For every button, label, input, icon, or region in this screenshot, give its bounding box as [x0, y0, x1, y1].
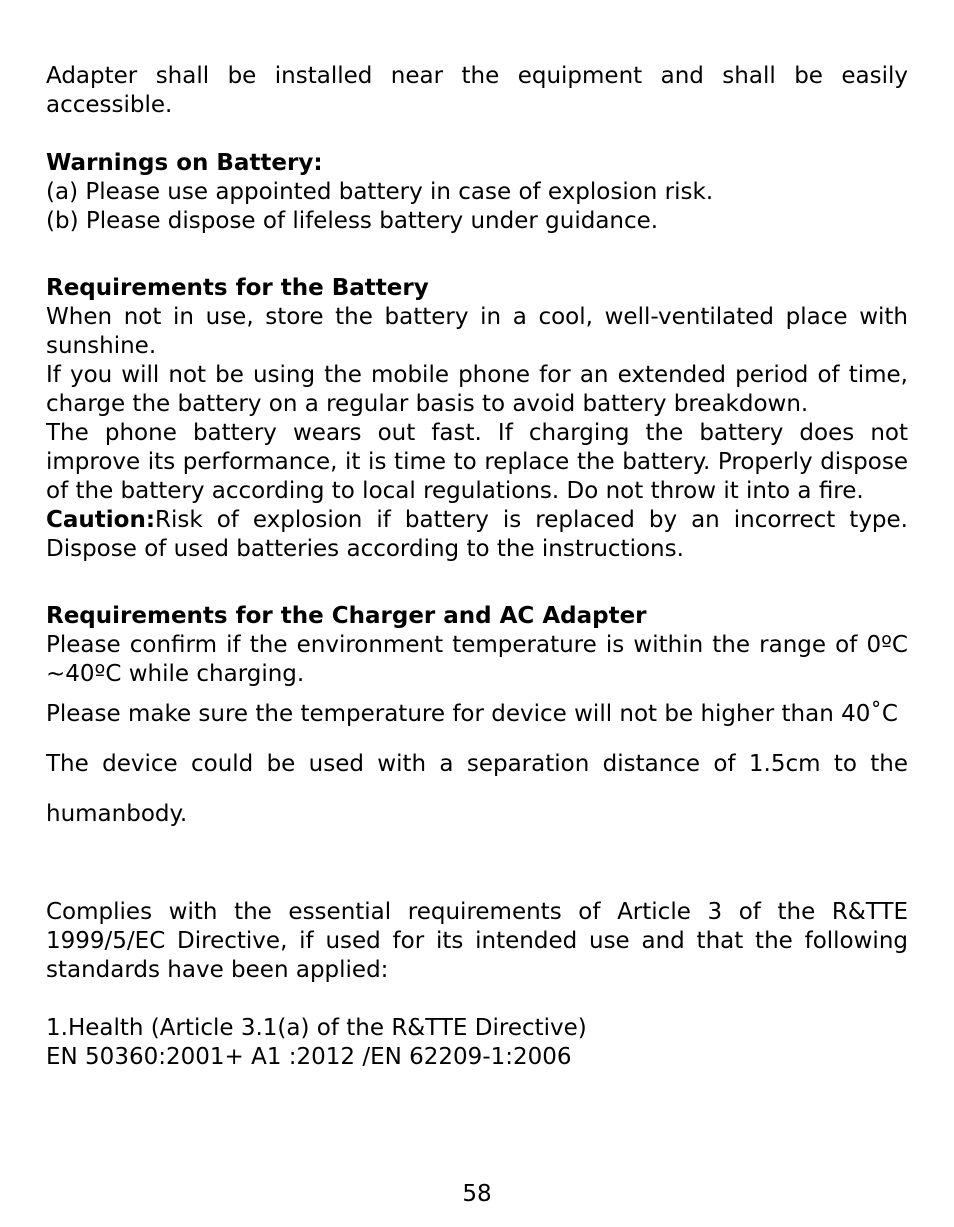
temperature-range-paragraph: Please confirm if the environment temperature is within the range of 0ºC ~40ºC while charging. — [46, 632, 908, 687]
battery-warning-item-a: (a) Please use appointed battery in case of explosion risk. — [46, 179, 714, 205]
temperature-limit-paragraph: Please make sure the temperature for device will not be higher than 40˚C — [46, 701, 898, 727]
spacer — [46, 564, 908, 602]
caution-text: Risk of explosion if battery is replaced by an incorrect type. Dispose of used batteries according to the instructions. — [46, 507, 908, 562]
document-page — [46, 62, 908, 1072]
spacer — [46, 120, 908, 149]
page-number: 58 — [462, 1181, 492, 1207]
battery-warnings-heading: Warnings on Battery: — [46, 150, 323, 176]
health-title: 1.Health (Article 3.1(a) of the R&TTE Directive) — [46, 1015, 587, 1041]
battery-caution-paragraph — [46, 506, 908, 564]
compliance-paragraph: Complies with the essential requirements of Article 3 of the R&TTE 1999/5/EC Directive, if used for its intended use and that the following standards have been applied: — [46, 899, 908, 983]
battery-warning-item-b: (b) Please dispose of lifeless battery under guidance. — [46, 208, 659, 234]
intro-paragraph: Adapter shall be installed near the equipment and shall be easily accessible. — [46, 63, 908, 118]
separation-distance-paragraph: The device could be used with a separation distance of 1.5cm to the humanbody. — [46, 751, 908, 827]
health-standards: EN 50360:2001+ A1 :2012 /EN 62209-1:2006 — [46, 1044, 572, 1070]
battery-requirements-heading: Requirements for the Battery — [46, 275, 429, 301]
charger-requirements-heading: Requirements for the Charger and AC Adapter — [46, 603, 647, 629]
spacer — [46, 839, 908, 898]
battery-storage-paragraph: When not in use, store the battery in a cool, well-ventilated place with sunshine. — [46, 304, 908, 359]
spacer — [46, 236, 908, 274]
battery-charging-paragraph: If you will not be using the mobile phone for an extended period of time, charge the battery on a regular basis to avoid battery breakdown. — [46, 362, 908, 417]
caution-label: Caution: — [46, 507, 156, 533]
battery-wear-paragraph: The phone battery wears out fast. If charging the battery does not improve its performance, it is time to replace the battery. Properly dispose of the battery according to local regulations. Do not throw it into a fire. — [46, 420, 908, 504]
spacer — [46, 985, 908, 1014]
